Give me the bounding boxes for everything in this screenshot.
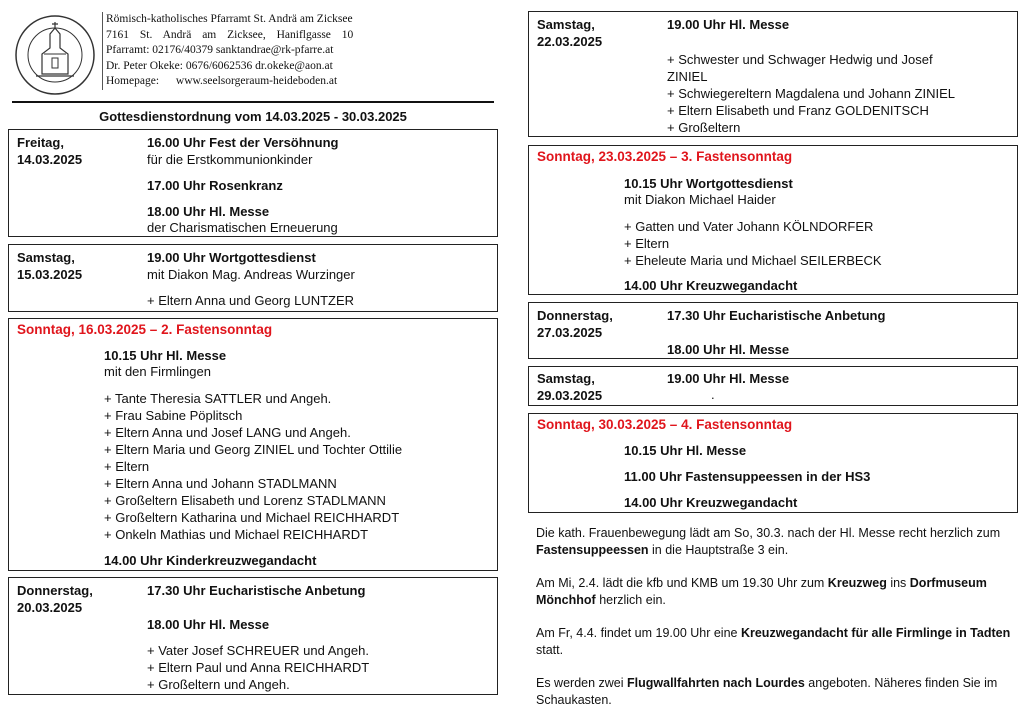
entry-sun-30	[528, 413, 1018, 513]
sunday-heading: Sonntag, 23.03.2025 – 3. Fastensonntag	[537, 149, 793, 164]
service-time: 10.15 Uhr Hl. Messe	[104, 348, 227, 363]
entry-day: Samstag,	[537, 371, 595, 386]
service-time: 11.00 Uhr Fastensuppeessen in der HS3	[624, 469, 871, 484]
intention: + Tante Theresia SATTLER und Angeh.	[104, 391, 332, 406]
header-line-5: Homepage: www.seelsorgeraum-heideboden.at	[106, 75, 338, 87]
intention: + Frau Sabine Pöplitsch	[104, 408, 243, 423]
service-time: 19.00 Uhr Hl. Messe	[667, 17, 790, 32]
announcements	[536, 525, 1014, 725]
service-time: 17.00 Uhr Rosenkranz	[147, 178, 283, 193]
header-line-1: Römisch-katholisches Pfarramt St. Andrä am Zicksee	[106, 13, 353, 25]
entry-sat-15	[8, 244, 498, 312]
intention: + Eltern Elisabeth und Franz GOLDENITSCH	[667, 103, 929, 118]
intention: + Großeltern und Angeh.	[147, 677, 290, 692]
entry-date: 27.03.2025	[537, 325, 603, 340]
entry-day: Samstag,	[537, 17, 595, 32]
entry-thu-27	[528, 302, 1018, 359]
entry-day: Freitag,	[17, 135, 64, 150]
entry-fri-14	[8, 129, 498, 237]
stray-dot: .	[711, 387, 715, 402]
service-time: 16.00 Uhr Fest der Versöhnung	[147, 135, 339, 150]
entry-sat-29	[528, 366, 1018, 406]
intention: + Eltern Anna und Georg LUNTZER	[147, 293, 355, 308]
service-note: mit den Firmlingen	[104, 364, 211, 379]
header-line-2: 7161 St. Andrä am Zicksee, Haniflgasse 10	[106, 28, 354, 41]
intention: ZINIEL	[667, 69, 708, 84]
intention: + Eltern Paul und Anna REICHHARDT	[147, 660, 370, 675]
service-time: 18.00 Uhr Hl. Messe	[147, 617, 270, 632]
intention: + Schwiegereltern Magdalena und Johann ZINIEL	[667, 86, 955, 101]
intention: + Eltern Maria und Georg ZINIEL und Tochter Ottilie	[104, 442, 403, 457]
sunday-heading: Sonntag, 16.03.2025 – 2. Fastensonntag	[17, 322, 273, 337]
service-time: 14.00 Uhr Kreuzwegandacht	[624, 278, 798, 293]
entry-sun-16	[8, 318, 498, 571]
announcement-3: Am Fr, 4.4. findet um 19.00 Uhr eine Kreuzwegandacht für alle Firmlinge in Tadten statt.	[536, 626, 1011, 657]
entry-date: 15.03.2025	[17, 267, 83, 282]
service-time: 19.00 Uhr Hl. Messe	[667, 371, 790, 386]
service-time: 14.00 Uhr Kreuzwegandacht	[624, 495, 798, 510]
entry-sat-22	[528, 11, 1018, 137]
entry-day: Donnerstag,	[537, 308, 613, 323]
header-rule	[12, 101, 494, 103]
intention: + Gatten und Vater Johann KÖLNDORFER	[624, 219, 874, 234]
intention: + Vater Josef SCHREUER und Angeh.	[147, 643, 369, 658]
service-time: 10.15 Uhr Hl. Messe	[624, 443, 747, 458]
service-time: 18.00 Uhr Hl. Messe	[147, 204, 270, 219]
intention: + Eltern	[104, 459, 150, 474]
announcement-2: Am Mi, 2.4. lädt die kfb und KMB um 19.30 Uhr zum Kreuzweg ins Dorfmuseum Mönchhof herzlich ein.	[536, 576, 987, 607]
service-time: 17.30 Uhr Eucharistische Anbetung	[667, 308, 886, 323]
intention: + Onkeln Mathias und Michael REICHHARDT	[104, 527, 369, 542]
intention: + Eheleute Maria und Michael SEILERBECK	[624, 253, 882, 268]
announcement-4: Es werden zwei Flugwallfahrten nach Lourdes angeboten. Näheres finden Sie im Schaukasten.	[536, 676, 998, 707]
service-time: 18.00 Uhr Hl. Messe	[667, 342, 790, 357]
service-note: für die Erstkommunionkinder	[147, 152, 313, 167]
header-line-4: Dr. Peter Okeke: 0676/6062536 dr.okeke@aon.at	[106, 59, 333, 72]
intention: + Eltern	[624, 236, 670, 251]
intention: + Eltern Anna und Johann STADLMANN	[104, 476, 337, 491]
entry-date: 29.03.2025	[537, 388, 603, 403]
entry-sun-23	[528, 145, 1018, 295]
intention: + Großeltern Katharina und Michael REICHHARDT	[104, 510, 400, 525]
service-time: 14.00 Uhr Kinderkreuzwegandacht	[104, 553, 317, 568]
header-line-3: Pfarramt: 02176/40379 sanktandrae@rk-pfarre.at	[106, 44, 334, 56]
service-time: 17.30 Uhr Eucharistische Anbetung	[147, 583, 366, 598]
announcement-1: Die kath. Frauenbewegung lädt am So, 30.3. nach der Hl. Messe recht herzlich zum Fastensuppeessen in die Hauptstraße 3 ein.	[536, 526, 1001, 557]
intention: + Großeltern	[667, 120, 741, 135]
entry-date: 22.03.2025	[537, 34, 603, 49]
entry-date: 14.03.2025	[17, 152, 83, 167]
entry-day: Samstag,	[17, 250, 75, 265]
header-address	[102, 12, 401, 90]
entry-date: 20.03.2025	[17, 600, 83, 615]
entry-day: Donnerstag,	[17, 583, 93, 598]
entry-thu-20	[8, 577, 498, 695]
intention: + Eltern Anna und Josef LANG und Angeh.	[104, 425, 351, 440]
service-note: mit Diakon Mag. Andreas Wurzinger	[147, 267, 355, 282]
sunday-heading: Sonntag, 30.03.2025 – 4. Fastensonntag	[537, 417, 793, 432]
intention: + Großeltern Elisabeth und Lorenz STADLMANN	[104, 493, 386, 508]
service-time: 19.00 Uhr Wortgottesdienst	[147, 250, 316, 265]
parish-seal	[14, 14, 96, 96]
page-title: Gottesdienstordnung vom 14.03.2025 - 30.03.2025	[99, 109, 407, 124]
intention: + Schwester und Schwager Hedwig und Josef	[667, 52, 933, 67]
service-note: mit Diakon Michael Haider	[624, 192, 776, 207]
service-note: der Charismatischen Erneuerung	[147, 220, 338, 235]
service-time: 10.15 Uhr Wortgottesdienst	[624, 176, 793, 191]
